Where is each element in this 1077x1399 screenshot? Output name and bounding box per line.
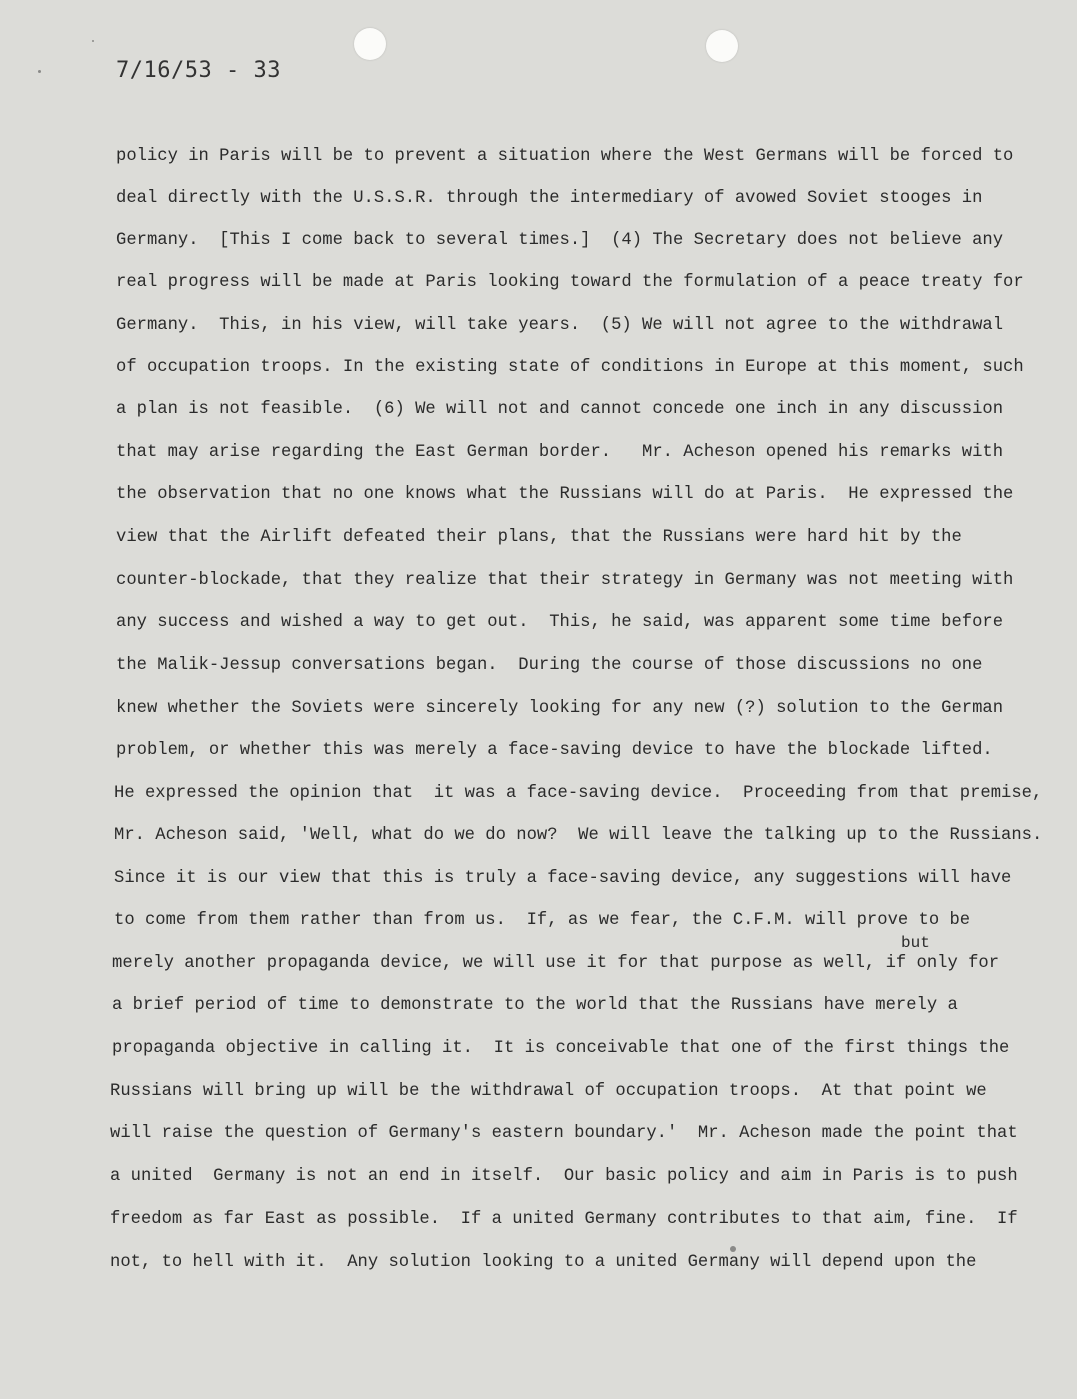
text-line: knew whether the Soviets were sincerely looking for any new (?) solution to the German — [116, 699, 1004, 718]
paper-speck — [38, 70, 41, 73]
text-line: counter-blockade, that they realize that their strategy in Germany was not meeting with — [116, 571, 1014, 590]
text-line: any success and wished a way to get out. This, he said, was apparent some time before — [116, 613, 1004, 632]
text-line: the Malik-Jessup conversations began. During the course of those discussions no one — [116, 656, 983, 675]
text-line: problem, or whether this was merely a face-saving device to have the blockade lifted. — [116, 741, 993, 760]
paper-speck — [92, 40, 94, 42]
text-line: will raise the question of Germany's eastern boundary.' Mr. Acheson made the point that — [110, 1124, 1018, 1143]
paper-speck — [730, 1246, 736, 1252]
text-line: He expressed the opinion that it was a face-saving device. Proceeding from that premise, — [114, 784, 1043, 803]
text-line: Mr. Acheson said, 'Well, what do we do now? We will leave the talking up to the Russians. — [114, 826, 1043, 845]
text-line: to come from them rather than from us. If, as we fear, the C.F.M. will prove to be — [114, 911, 971, 930]
handwritten-insertion: but — [901, 934, 930, 952]
text-line: of occupation troops. In the existing state of conditions in Europe at this moment, such — [116, 358, 1024, 377]
text-line: a plan is not feasible. (6) We will not and cannot concede one inch in any discussion — [116, 400, 1004, 419]
text-line: real progress will be made at Paris looking toward the formulation of a peace treaty for — [116, 273, 1024, 292]
text-line: view that the Airlift defeated their plans, that the Russians were hard hit by the — [116, 528, 962, 547]
text-line: Russians will bring up will be the withdrawal of occupation troops. At that point we — [110, 1082, 987, 1101]
page-number: 7/16/53 - 33 — [116, 58, 281, 83]
text-line: not, to hell with it. Any solution looking to a united Germany will depend upon the — [110, 1253, 977, 1272]
text-line: a brief period of time to demonstrate to the world that the Russians have merely a — [112, 996, 958, 1015]
text-line: Germany. This, in his view, will take years. (5) We will not agree to the withdrawal — [116, 316, 1004, 335]
text-line: a united Germany is not an end in itself. Our basic policy and aim in Paris is to push — [110, 1167, 1018, 1186]
text-line: that may arise regarding the East German border. Mr. Acheson opened his remarks with — [116, 443, 1004, 462]
text-line: merely another propaganda device, we will use it for that purpose as well, if only for — [112, 954, 1000, 973]
text-line: policy in Paris will be to prevent a situation where the West Germans will be forced to — [116, 147, 1014, 166]
text-line: Germany. [This I come back to several times.] (4) The Secretary does not believe any — [116, 231, 1004, 250]
text-line: deal directly with the U.S.S.R. through the intermediary of avowed Soviet stooges in — [116, 189, 983, 208]
text-line: freedom as far East as possible. If a united Germany contributes to that aim, fine. If — [110, 1210, 1018, 1229]
text-line: the observation that no one knows what the Russians will do at Paris. He expressed the — [116, 485, 1014, 504]
text-line: propaganda objective in calling it. It is conceivable that one of the first things the — [112, 1039, 1010, 1058]
text-line: Since it is our view that this is truly a face-saving device, any suggestions will have — [114, 869, 1012, 888]
